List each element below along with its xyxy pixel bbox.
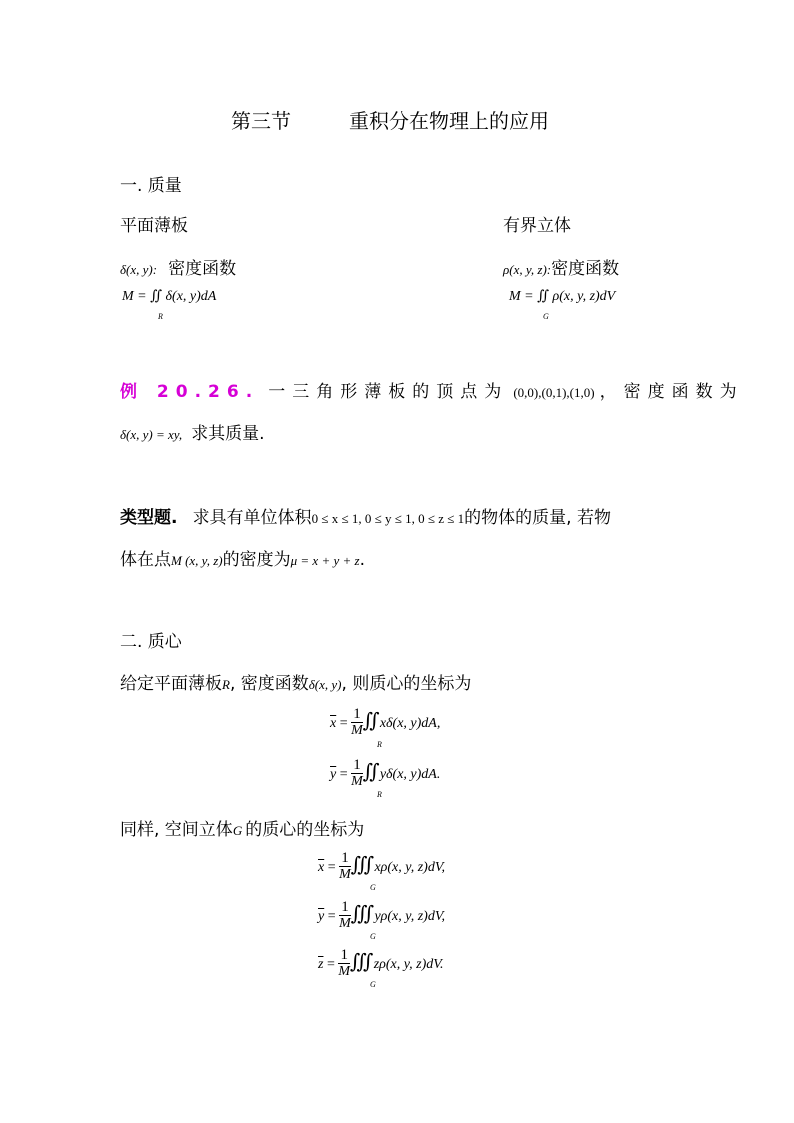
type-problem-text-4: 的密度为 xyxy=(222,550,291,570)
heading-mass: 一. 质量 xyxy=(120,176,182,196)
type-problem-line-1 xyxy=(120,503,611,528)
example-vertices: (0,0),(0,1),(1,0) xyxy=(513,385,595,400)
solid-xbar-formula: $\overline{x}$ = $\frac{1}{M}$ ∭xρ(x, y, z)dV, xyxy=(318,850,446,882)
solid-y-region: G xyxy=(370,932,376,941)
solid-density-text: 密度函数 xyxy=(551,259,620,279)
solid-density-fn: ρ(x, y, z): xyxy=(503,262,552,277)
centroid-intro-2: , 密度函数 xyxy=(229,674,309,694)
fraction: $\frac{1}{M}$ xyxy=(339,899,351,931)
solid-density-line xyxy=(503,254,619,279)
fraction: $\frac{1}{M}$ xyxy=(338,947,351,979)
solid-label: 有界立体 xyxy=(503,216,571,236)
type-problem-end: . xyxy=(359,550,365,570)
type-problem-text-2: 的物体的质量, 若物 xyxy=(464,508,611,528)
plate-density-text: 密度函数 xyxy=(168,259,237,279)
plate-x-region: R xyxy=(377,740,382,749)
type-problem-label: 类型题. xyxy=(120,508,178,528)
centroid-intro-3: , 则质心的坐标为 xyxy=(341,674,472,694)
solid-mass-formula: M = ∬ ρ(x, y, z)dV xyxy=(509,289,616,304)
type-problem-text-3: 体在点 xyxy=(120,550,171,570)
example-density: δ(x, y) = xy, xyxy=(120,427,183,442)
type-problem-region: 0 ≤ x ≤ 1, 0 ≤ y ≤ 1, 0 ≤ z ≤ 1 xyxy=(311,511,465,526)
plate-density-line xyxy=(120,254,236,279)
solid-G: G xyxy=(232,823,243,838)
fraction: $\frac{1}{M}$ xyxy=(351,706,363,738)
centroid-density: δ(x, y) xyxy=(308,677,342,692)
solid-x-region: G xyxy=(370,883,376,892)
plate-density-fn: δ(x, y): xyxy=(120,262,158,277)
fraction: $\frac{1}{M}$ xyxy=(339,850,351,882)
plate-xbar-formula: $\overline{x}$ = $\frac{1}{M}$ ∬xδ(x, y)dA, xyxy=(330,706,441,738)
type-problem-text-1: 求具有单位体积 xyxy=(192,508,312,528)
type-problem-line-2 xyxy=(120,545,365,570)
section-number: 第三节 xyxy=(231,109,291,133)
solid-z-region: G xyxy=(370,980,376,989)
plate-mass-formula: M = ∬ δ(x, y)dA xyxy=(122,289,217,304)
centroid-intro-1: 给定平面薄板 xyxy=(120,674,222,694)
example-label: 例 20.26. xyxy=(120,382,260,402)
example-text-1: 一三角形薄板的顶点为 xyxy=(268,382,509,402)
solid-ybar-formula: $\overline{y}$ = $\frac{1}{M}$ ∭yρ(x, y, z)dV, xyxy=(318,899,446,931)
plate-y-region: R xyxy=(377,790,382,799)
heading-centroid: 二. 质心 xyxy=(120,632,182,652)
plate-R: R xyxy=(222,677,230,692)
page-title: 重积分在物理上的应用 xyxy=(349,109,549,133)
example-text-3: 求其质量. xyxy=(191,424,265,444)
solid-zbar-formula: $\overline{z}$ = $\frac{1}{M}$ ∭zρ(x, y, z)dV. xyxy=(318,947,444,979)
solid-intro-1: 同样, 空间立体 xyxy=(120,820,233,840)
solid-region-sub: G xyxy=(543,312,549,321)
plate-label: 平面薄板 xyxy=(120,216,188,236)
type-problem-density: μ = x + y + z xyxy=(290,553,360,568)
plate-region-sub: R xyxy=(158,312,163,321)
fraction: $\frac{1}{M}$ xyxy=(351,757,363,789)
example-line-1 xyxy=(120,377,744,402)
plate-ybar-formula: $\overline{y}$ = $\frac{1}{M}$ ∬yδ(x, y)dA. xyxy=(330,757,441,789)
example-text-2: ，密度函数为 xyxy=(599,382,744,402)
solid-intro-2: 的质心的坐标为 xyxy=(245,820,365,840)
type-problem-point: M (x, y, z) xyxy=(171,553,223,568)
solid-centroid-intro xyxy=(120,815,364,840)
centroid-intro xyxy=(120,669,471,694)
example-line-2 xyxy=(120,419,265,444)
